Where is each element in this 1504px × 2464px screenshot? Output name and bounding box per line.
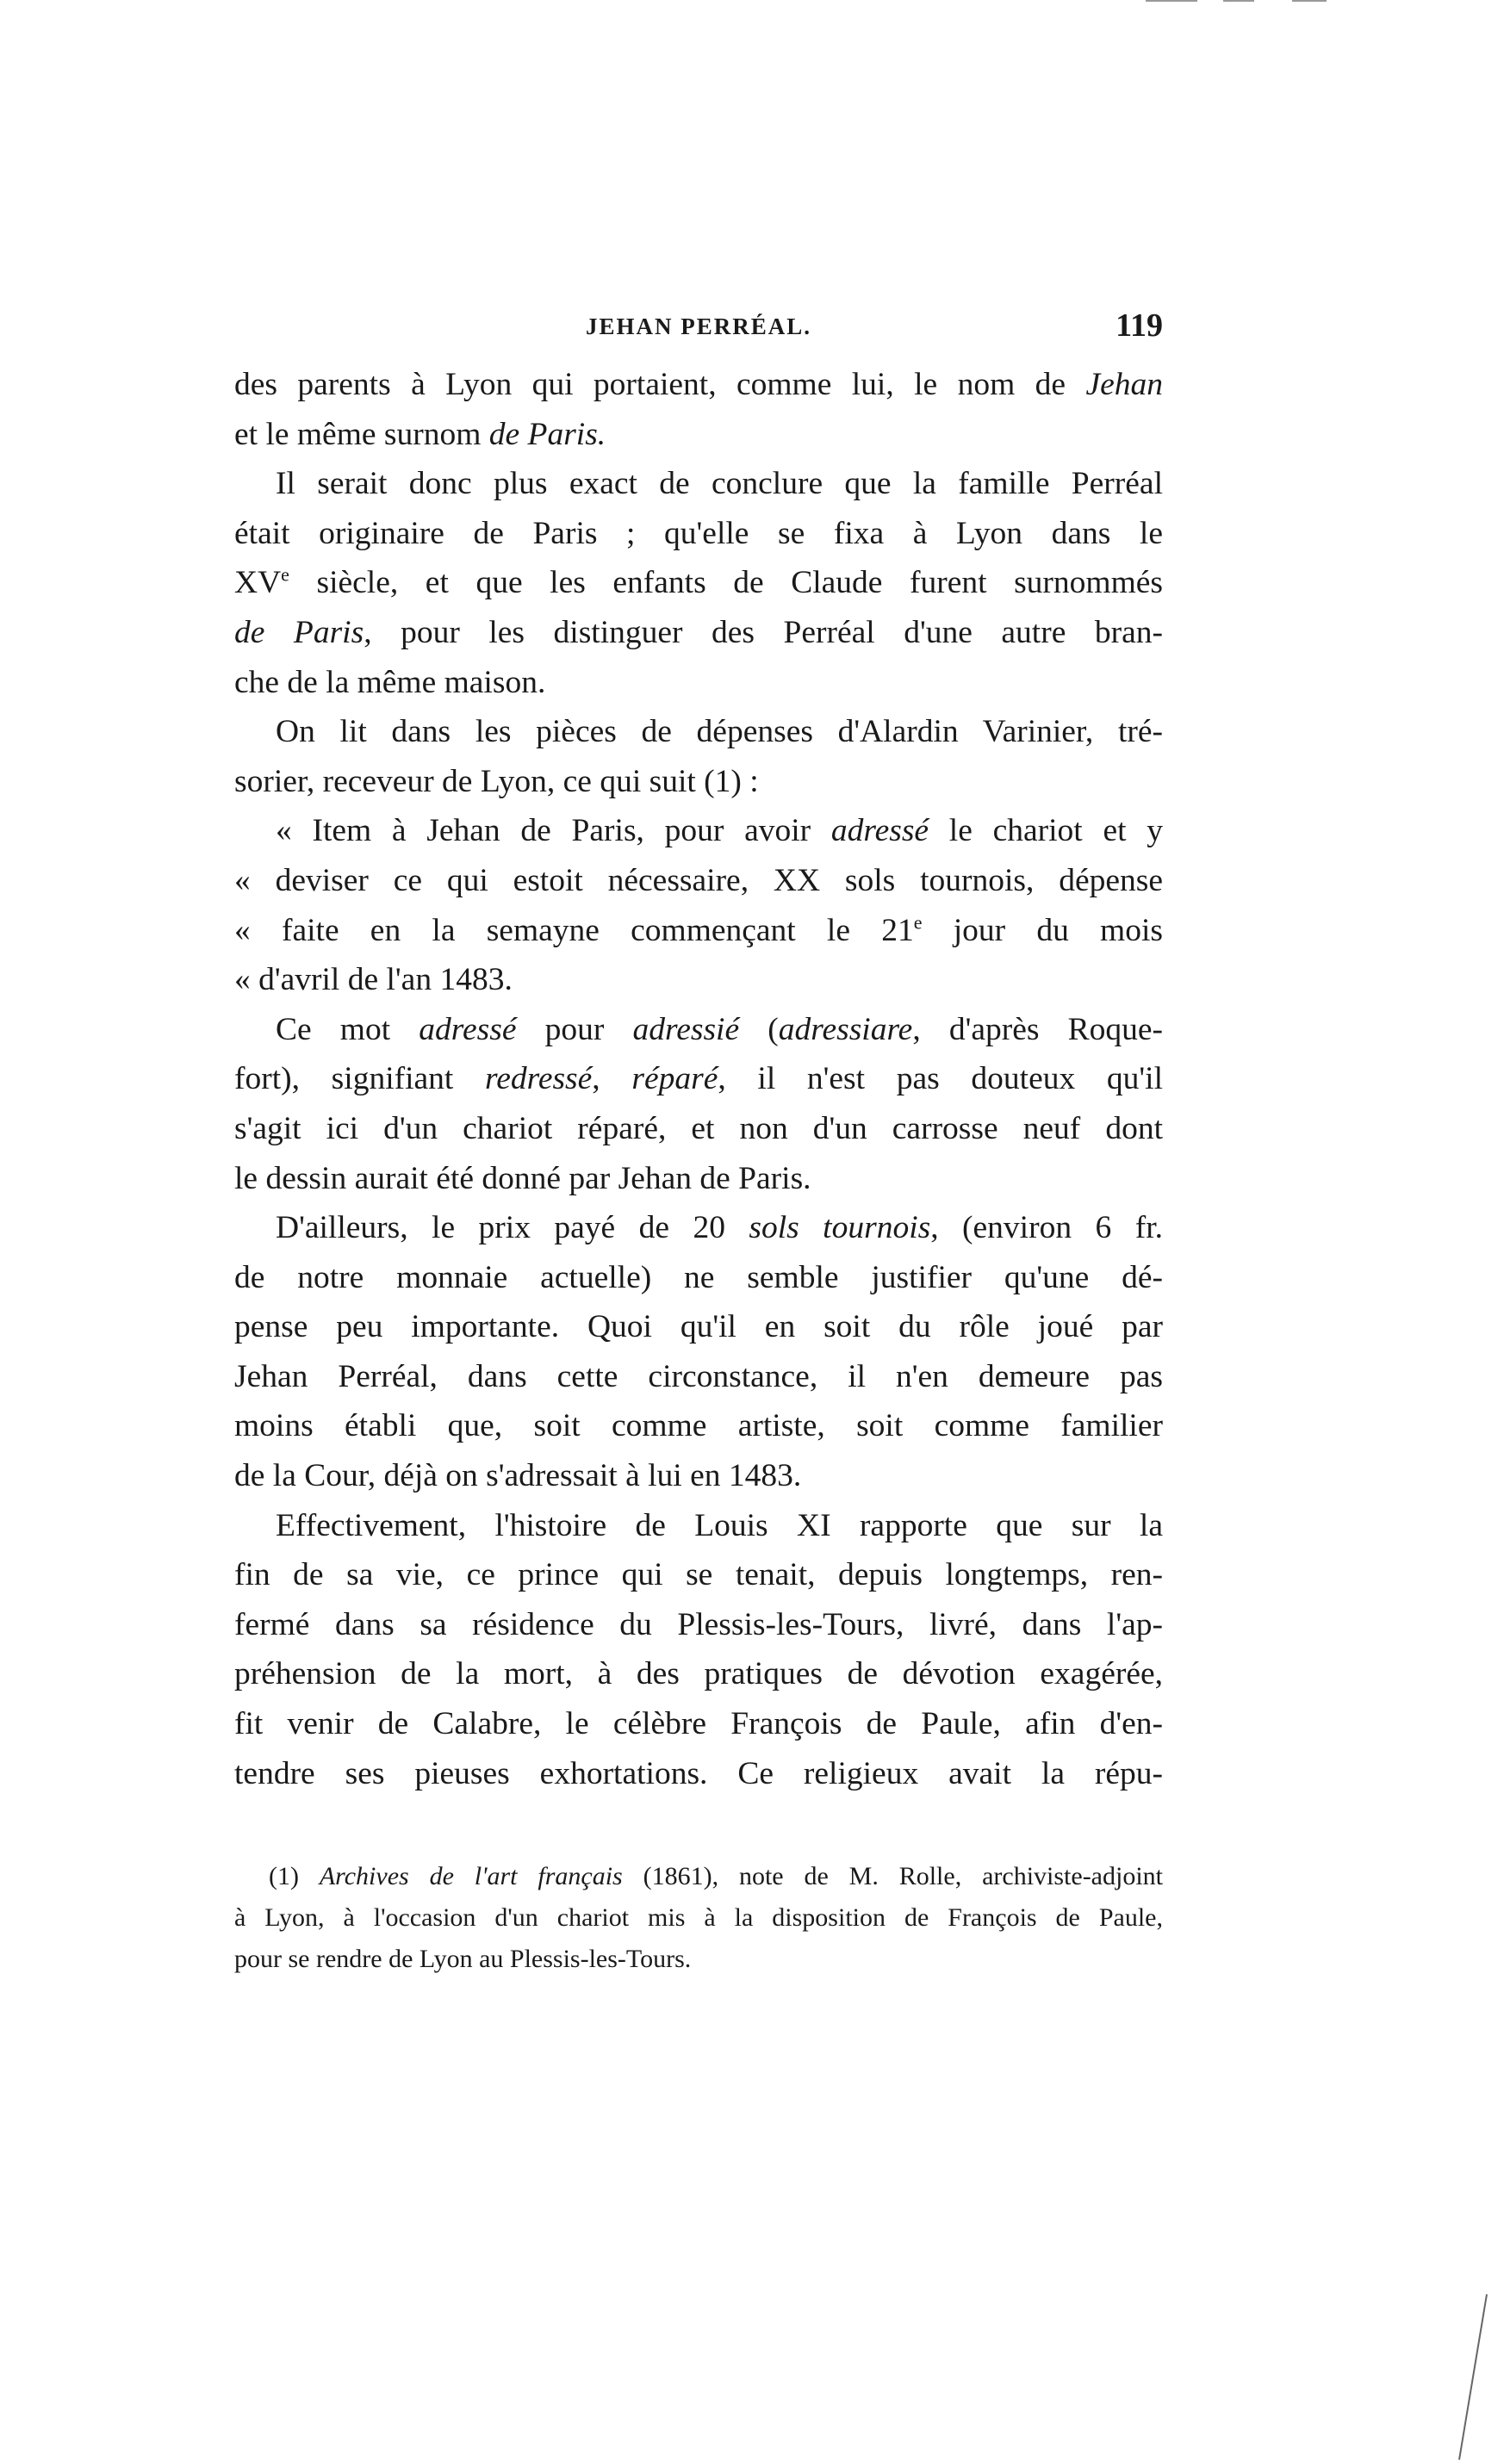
text-line: de notre monnaie actuelle) ne semble justifier qu'une dé- (234, 1259, 1163, 1295)
text-line: tendre ses pieuses exhortations. Ce religieux avait la répu- (234, 1755, 1163, 1791)
text-line: Ce mot adressé pour adressié (adressiare, d'après Roque- (276, 1011, 1163, 1047)
text-line: de Paris, pour les distinguer des Perréal d'une autre bran- (234, 614, 1163, 650)
text-line: et le même surnom de Paris. (234, 416, 606, 452)
quote-line: « Item à Jehan de Paris, pour avoir adressé le chariot et y (276, 813, 1163, 849)
footnote-line: à Lyon, à l'occasion d'un chariot mis à la disposition de François de Paule, (234, 1903, 1163, 1932)
page-number: 119 (1116, 307, 1163, 344)
text-line: On lit dans les pièces de dépenses d'Alardin Varinier, tré- (276, 714, 1163, 750)
text-line: che de la même maison. (234, 664, 546, 700)
text-line: fort), signifiant redressé, réparé, il n'est pas douteux qu'il (234, 1061, 1163, 1097)
scan-edge-mark (1146, 0, 1197, 2)
footnote (234, 1856, 1163, 1980)
text-line: Effectivement, l'histoire de Louis XI rapporte que sur la (276, 1507, 1163, 1543)
text-line: des parents à Lyon qui portaient, comme lui, le nom de Jehan (234, 367, 1163, 402)
text-line: Il serait donc plus exact de conclure que la famille Perréal (276, 466, 1163, 502)
text-line: était originaire de Paris ; qu'elle se fixa à Lyon dans le (234, 515, 1163, 551)
running-head (234, 307, 1163, 350)
scan-edge-mark (1292, 0, 1327, 2)
text-line: D'ailleurs, le prix payé de 20 sols tournois, (environ 6 fr. (276, 1210, 1163, 1246)
text-line: fit venir de Calabre, le célèbre François de Paule, afin d'en- (234, 1706, 1163, 1742)
text-line: Jehan Perréal, dans cette circonstance, il n'en demeure pas (234, 1358, 1163, 1394)
text-line: sorier, receveur de Lyon, ce qui suit (1) : (234, 763, 759, 799)
text-line: s'agit ici d'un chariot réparé, et non d'un carrosse neuf dont (234, 1110, 1163, 1146)
text-line: moins établi que, soit comme artiste, soit comme familier (234, 1408, 1163, 1444)
body-text (234, 360, 1163, 1798)
scan-margin-stroke (1456, 2291, 1490, 2463)
quote-line: « deviser ce qui estoit nécessaire, XX sols tournois, dépense (234, 862, 1163, 898)
scan-edge-mark (1223, 0, 1254, 2)
text-line: XVe siècle, et que les enfants de Claude furent surnommés (234, 563, 1163, 601)
footnote-line: pour se rendre de Lyon au Plessis-les-Tours. (234, 1945, 692, 1973)
running-title: JEHAN PERRÉAL. (586, 313, 812, 339)
text-line: fin de sa vie, ce prince qui se tenait, depuis longtemps, ren- (234, 1557, 1163, 1593)
text-line: pense peu importante. Quoi qu'il en soit du rôle joué par (234, 1309, 1163, 1345)
text-line: de la Cour, déjà on s'adressait à lui en 1483. (234, 1458, 802, 1494)
text-line: préhension de la mort, à des pratiques de dévotion exagérée, (234, 1656, 1163, 1692)
quote-line: « faite en la semayne commençant le 21e jour du mois (234, 911, 1163, 948)
text-line: fermé dans sa résidence du Plessis-les-Tours, livré, dans l'ap- (234, 1606, 1163, 1642)
text-line: le dessin aurait été donné par Jehan de Paris. (234, 1160, 811, 1196)
quote-line: « d'avril de l'an 1483. (234, 962, 513, 998)
footnote-line: (1) Archives de l'art français (1861), note de M. Rolle, archiviste-adjoint (269, 1862, 1163, 1890)
